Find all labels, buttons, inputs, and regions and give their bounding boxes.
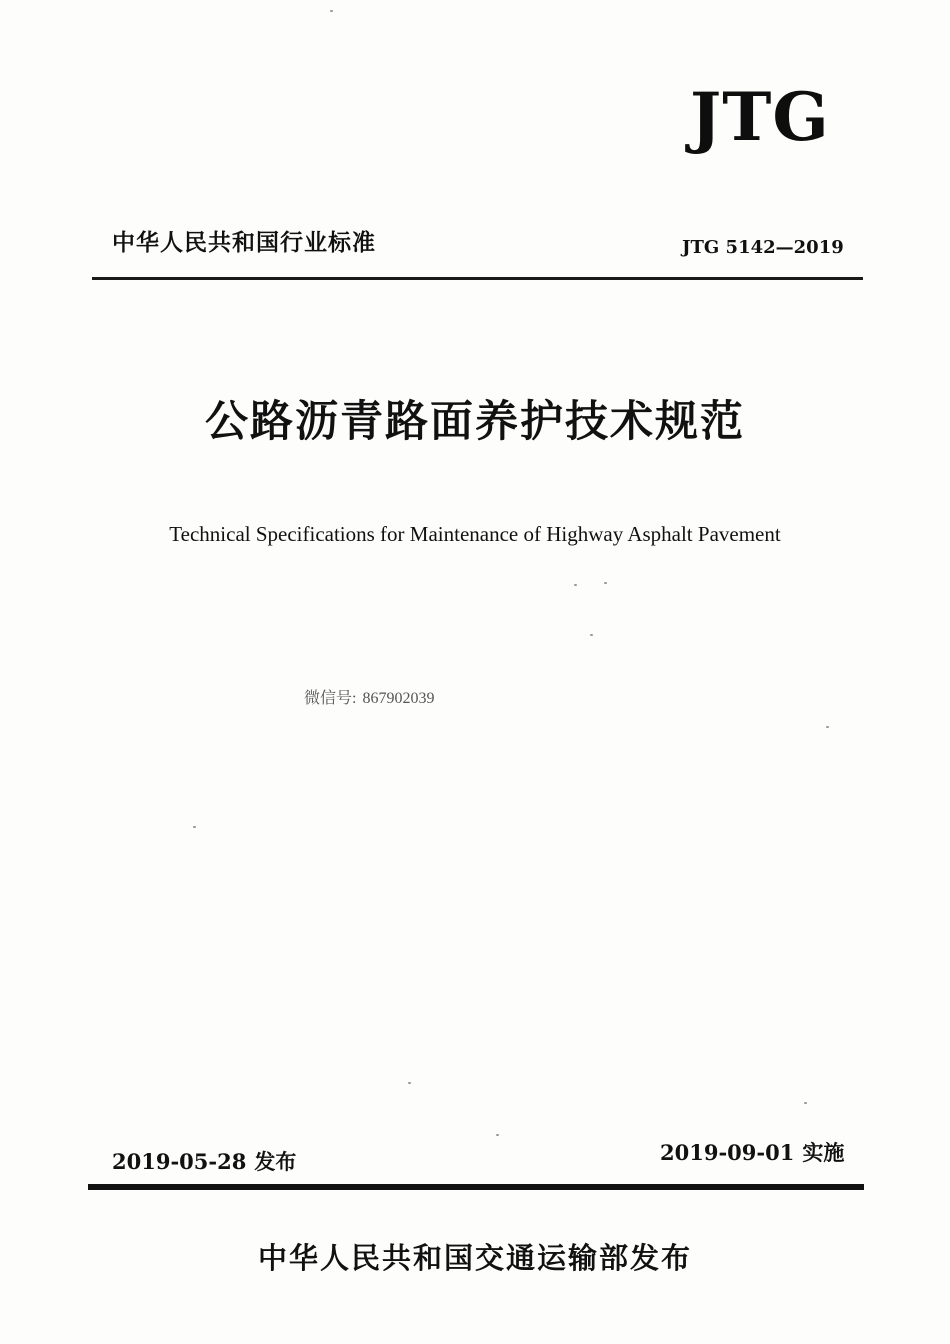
effective-date: 2019-09-01 (660, 1140, 795, 1165)
standard-code: JTG 5142—2019 (682, 237, 844, 258)
wechat-number: 867902039 (362, 690, 435, 707)
standard-category: 中华人民共和国行业标准 (112, 230, 376, 256)
scan-speck (804, 1102, 807, 1104)
scan-speck (590, 634, 593, 636)
title-chinese: 公路沥青路面养护技术规范 (205, 397, 745, 447)
bottom-divider (88, 1184, 864, 1190)
wechat-label: 微信号: (304, 690, 357, 707)
issue-date-line (112, 1146, 296, 1176)
effective-date-line (660, 1137, 844, 1167)
scan-speck (496, 1134, 499, 1136)
scan-speck (604, 582, 607, 584)
wechat-line (304, 685, 434, 708)
scan-speck (826, 726, 829, 728)
title-english: Technical Specifications for Maintenance of Highway Asphalt Pavement (169, 522, 781, 546)
scan-speck (193, 826, 196, 828)
issue-label: 发布 (254, 1150, 297, 1174)
scan-speck (574, 584, 577, 586)
issue-date: 2019-05-28 (112, 1149, 247, 1174)
effective-label: 实施 (802, 1141, 845, 1165)
scan-speck (330, 10, 333, 12)
publisher: 中华人民共和国交通运输部发布 (257, 1241, 692, 1275)
top-divider (92, 277, 863, 280)
jtg-logo: JTG (690, 78, 830, 156)
scan-speck (408, 1082, 411, 1084)
